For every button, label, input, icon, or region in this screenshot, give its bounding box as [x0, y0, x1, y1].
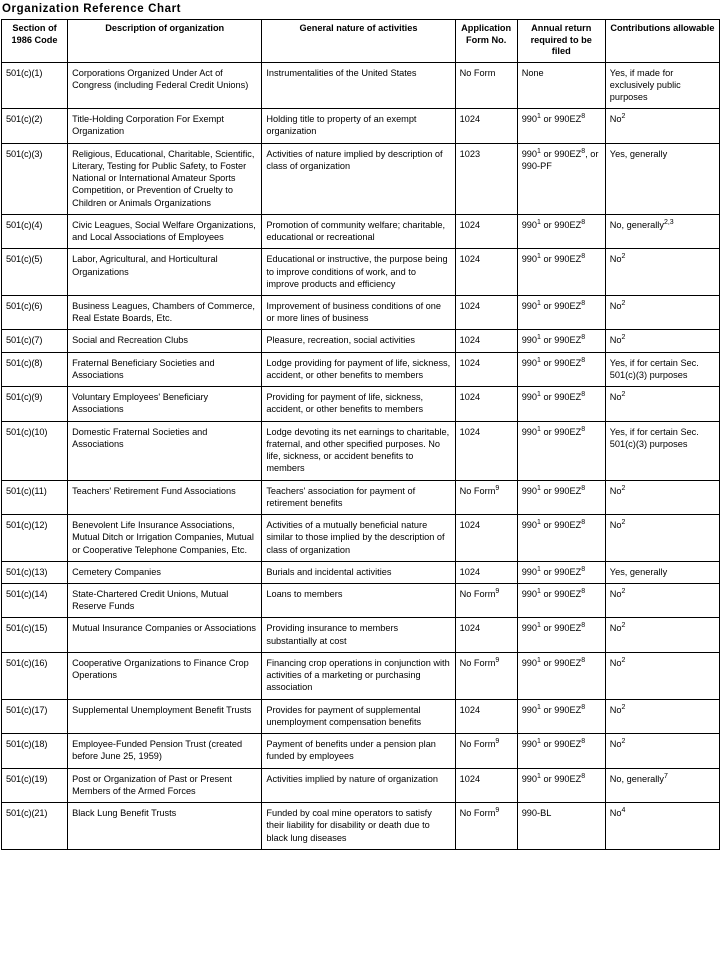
cell-application-form: 1024 — [455, 214, 517, 248]
cell-description: Title-Holding Corporation For Exempt Organization — [68, 109, 262, 143]
cell-application-form: 1024 — [455, 387, 517, 421]
cell-contributions-footnote: 2 — [621, 113, 626, 121]
cell-activities: Lodge providing for payment of life, sickness, accident, or other benefits to members — [262, 352, 455, 386]
table-row — [2, 214, 720, 248]
cell-annual-return-footnote: 1 — [537, 656, 541, 664]
cell-activities: Activities implied by nature of organization — [262, 768, 455, 802]
cell-contributions-footnote: 2 — [621, 738, 626, 746]
cell-contributions-footnote: 2 — [621, 622, 626, 630]
cell-description: Corporations Organized Under Act of Congress (including Federal Credit Unions) — [68, 62, 262, 109]
cell-annual-return: $990^1$ or $990EZ^8$ — [517, 618, 605, 652]
cell-description: Black Lung Benefit Trusts — [68, 803, 262, 850]
cell-activities: Improvement of business conditions of one or more lines of business — [262, 296, 455, 330]
cell-description: Benevolent Life Insurance Associations, Mutual Ditch or Irrigation Companies, Mutual or Cooperative Telephone Companies, Etc. — [68, 515, 262, 562]
cell-section-code: 501(c)(8) — [2, 352, 68, 386]
cell-annual-return-footnote: 1 — [537, 391, 541, 399]
cell-application-form: 1024 — [455, 515, 517, 562]
cell-annual-return-footnote: 1 — [537, 622, 541, 630]
cell-contributions: Yes, if for certain Sec. 501(c)(3) purposes — [605, 421, 719, 480]
cell-annual-return: $990^1$ or $990EZ^8$ — [517, 421, 605, 480]
cell-contributions: No$^2$ — [605, 584, 719, 618]
cell-description: Fraternal Beneficiary Societies and Associations — [68, 352, 262, 386]
table-row — [2, 330, 720, 352]
cell-annual-return: $990^1$ or $990EZ^8$ — [517, 734, 605, 768]
cell-annual-return: $990^1$ or $990EZ^8$ — [517, 768, 605, 802]
table-header — [2, 20, 720, 63]
cell-section-code: 501(c)(13) — [2, 561, 68, 583]
cell-application-form: 1024 — [455, 421, 517, 480]
cell-description: Religious, Educational, Charitable, Scientific, Literary, Testing for Public Safety, to Foster National or International Amateur Sports Competition, or Prevention of Cruelty to Children or Animals Organizations — [68, 143, 262, 214]
cell-contributions-footnote: 2 — [621, 253, 626, 261]
table-row — [2, 421, 720, 480]
cell-annual-return-footnote-2: 8 — [581, 253, 586, 261]
cell-application-form: 1024 — [455, 249, 517, 296]
cell-activities: Lodge devoting its net earnings to charitable, fraternal, and other specified purposes. No life, sickness, or accident benefits to members — [262, 421, 455, 480]
cell-annual-return-footnote-2: 8 — [581, 565, 586, 573]
table-body — [2, 62, 720, 849]
cell-annual-return: $990^1$ or $990EZ^8$ — [517, 352, 605, 386]
table-row — [2, 515, 720, 562]
cell-annual-return-footnote: 1 — [537, 484, 541, 492]
cell-section-code: 501(c)(1) — [2, 62, 68, 109]
cell-application-form: No Form$^9$ — [455, 480, 517, 514]
cell-activities: Holding title to property of an exempt organization — [262, 109, 455, 143]
cell-annual-return-footnote: 1 — [537, 425, 541, 433]
cell-description: Employee-Funded Pension Trust (created before June 25, 1959) — [68, 734, 262, 768]
cell-activities: Teachers' association for payment of retirement benefits — [262, 480, 455, 514]
cell-annual-return: $990^1$ or $990EZ^8$ — [517, 699, 605, 733]
cell-application-form: 1024 — [455, 561, 517, 583]
cell-annual-return: $990^1$ or $990EZ^8$ — [517, 109, 605, 143]
cell-contributions: Yes, if made for exclusively public purposes — [605, 62, 719, 109]
cell-contributions: No$^2$ — [605, 652, 719, 699]
cell-application-form: 1024 — [455, 352, 517, 386]
cell-annual-return: None — [517, 62, 605, 109]
cell-annual-return-footnote-2: 8 — [581, 772, 586, 780]
cell-description: Cemetery Companies — [68, 561, 262, 583]
cell-description: Business Leagues, Chambers of Commerce, Real Estate Boards, Etc. — [68, 296, 262, 330]
cell-application-form-footnote: 9 — [495, 738, 500, 746]
cell-annual-return-footnote-2: 8 — [581, 587, 586, 595]
cell-section-code: 501(c)(19) — [2, 768, 68, 802]
cell-annual-return-footnote: 1 — [537, 147, 541, 155]
cell-application-form: 1024 — [455, 699, 517, 733]
cell-annual-return-footnote-2: 8 — [581, 113, 586, 121]
cell-description: Voluntary Employees' Beneficiary Associations — [68, 387, 262, 421]
cell-contributions: No, generally$^{2,3}$ — [605, 214, 719, 248]
page-title: Organization Reference Chart — [2, 3, 182, 15]
cell-application-form: No Form — [455, 62, 517, 109]
cell-activities: Promotion of community welfare; charitable, educational or recreational — [262, 214, 455, 248]
cell-contributions: No$^2$ — [605, 330, 719, 352]
cell-annual-return-footnote: 1 — [537, 565, 541, 573]
table-row — [2, 480, 720, 514]
cell-section-code: 501(c)(18) — [2, 734, 68, 768]
table-row — [2, 584, 720, 618]
cell-description: Labor, Agricultural, and Horticultural Organizations — [68, 249, 262, 296]
cell-activities: Payment of benefits under a pension plan funded by employees — [262, 734, 455, 768]
cell-application-form: No Form$^9$ — [455, 734, 517, 768]
cell-section-code: 501(c)(15) — [2, 618, 68, 652]
cell-application-form: 1024 — [455, 618, 517, 652]
cell-activities: Providing for payment of life, sickness, accident, or other benefits to members — [262, 387, 455, 421]
cell-annual-return-footnote-2: 8 — [581, 519, 586, 526]
cell-contributions-footnote: 2 — [621, 656, 626, 664]
table-row — [2, 249, 720, 296]
cell-section-code: 501(c)(12) — [2, 515, 68, 562]
cell-annual-return-footnote: 1 — [537, 519, 541, 526]
cell-annual-return-footnote: 1 — [537, 356, 541, 364]
cell-section-code: 501(c)(6) — [2, 296, 68, 330]
cell-annual-return-footnote-2: 8 — [581, 218, 586, 226]
cell-contributions: No$^2$ — [605, 699, 719, 733]
cell-application-form-footnote: 9 — [495, 806, 500, 814]
cell-contributions: No, generally$^7$ — [605, 768, 719, 802]
cell-application-form: 1024 — [455, 330, 517, 352]
cell-activities: Loans to members — [262, 584, 455, 618]
cell-activities: Activities of nature implied by description of class of organization — [262, 143, 455, 214]
cell-annual-return-footnote-2: 8 — [581, 334, 586, 342]
cell-activities: Educational or instructive, the purpose being to improve conditions of work, and to improve products and efficiency — [262, 249, 455, 296]
cell-activities: Funded by coal mine operators to satisfy their liability for disability or death due to black lung diseases — [262, 803, 455, 850]
column-header-application-form: Application Form No. — [455, 20, 517, 63]
cell-annual-return-footnote-2: 8 — [581, 738, 586, 746]
cell-activities: Instrumentalities of the United States — [262, 62, 455, 109]
cell-annual-return-footnote: 1 — [537, 218, 541, 226]
cell-description: Social and Recreation Clubs — [68, 330, 262, 352]
cell-application-form: 1024 — [455, 296, 517, 330]
cell-annual-return: $990^1$ or $990EZ^8$ — [517, 515, 605, 562]
cell-annual-return-footnote-2: 8 — [581, 356, 586, 364]
cell-application-form-footnote: 9 — [495, 656, 500, 664]
table-row — [2, 768, 720, 802]
cell-section-code: 501(c)(21) — [2, 803, 68, 850]
cell-application-form: No Form$^9$ — [455, 584, 517, 618]
cell-contributions: No$^2$ — [605, 249, 719, 296]
cell-contributions-footnote: 2 — [621, 519, 626, 526]
cell-annual-return: 990-BL — [517, 803, 605, 850]
cell-annual-return: $990^1$ or $990EZ^8$ — [517, 480, 605, 514]
cell-contributions: Yes, generally — [605, 561, 719, 583]
cell-annual-return-footnote-2: 8 — [581, 656, 586, 664]
cell-annual-return-footnote-2: 8 — [581, 425, 586, 433]
cell-section-code: 501(c)(3) — [2, 143, 68, 214]
cell-section-code: 501(c)(7) — [2, 330, 68, 352]
cell-activities: Financing crop operations in conjunction with activities of a marketing or purchasing association — [262, 652, 455, 699]
table-row — [2, 734, 720, 768]
cell-application-form: 1024 — [455, 109, 517, 143]
cell-contributions: No$^2$ — [605, 296, 719, 330]
table-row — [2, 296, 720, 330]
column-header-section-code: Section of 1986 Code — [2, 20, 68, 63]
table-row — [2, 109, 720, 143]
cell-application-form: 1024 — [455, 768, 517, 802]
header-row — [2, 20, 720, 63]
cell-section-code: 501(c)(17) — [2, 699, 68, 733]
cell-contributions-footnote: 2 — [621, 334, 626, 342]
cell-annual-return-footnote-2: 8 — [581, 484, 586, 492]
cell-application-form: No Form$^9$ — [455, 803, 517, 850]
cell-contributions-footnote: 4 — [621, 806, 626, 814]
cell-contributions: Yes, generally — [605, 143, 719, 214]
column-header-description: Description of organization — [68, 20, 262, 63]
cell-annual-return-footnote: 1 — [537, 738, 541, 746]
table-row — [2, 803, 720, 850]
cell-annual-return: $990^1$ or $990EZ^8$ — [517, 249, 605, 296]
table-row — [2, 352, 720, 386]
cell-annual-return-footnote: 1 — [537, 703, 541, 711]
cell-annual-return: $990^1$ or $990EZ^8$ — [517, 561, 605, 583]
cell-activities: Burials and incidental activities — [262, 561, 455, 583]
cell-annual-return-footnote-2: 8 — [581, 391, 586, 399]
cell-contributions: No$^2$ — [605, 387, 719, 421]
cell-annual-return-footnote: 1 — [537, 587, 541, 595]
cell-annual-return-footnote-2: 8 — [581, 622, 586, 630]
cell-annual-return-footnote: 1 — [537, 772, 541, 780]
table-row — [2, 618, 720, 652]
table-row — [2, 387, 720, 421]
organization-reference-chart — [1, 19, 720, 850]
column-header-annual-return: Annual return required to be filed — [517, 20, 605, 63]
cell-description: Cooperative Organizations to Finance Crop Operations — [68, 652, 262, 699]
cell-annual-return-footnote: 1 — [537, 299, 541, 307]
cell-contributions: No$^2$ — [605, 515, 719, 562]
cell-annual-return: $990^1$ or $990EZ^8$, or 990-PF — [517, 143, 605, 214]
cell-description: Civic Leagues, Social Welfare Organizations, and Local Associations of Employees — [68, 214, 262, 248]
cell-contributions-footnote: 2,3 — [663, 218, 674, 226]
cell-application-form: 1023 — [455, 143, 517, 214]
cell-description: Post or Organization of Past or Present Members of the Armed Forces — [68, 768, 262, 802]
cell-annual-return: $990^1$ or $990EZ^8$ — [517, 330, 605, 352]
cell-contributions-footnote: 2 — [621, 391, 626, 399]
cell-annual-return-footnote-2: 8 — [581, 299, 586, 307]
cell-contributions-footnote: 2 — [621, 703, 626, 711]
cell-contributions: No$^4$ — [605, 803, 719, 850]
cell-annual-return: $990^1$ or $990EZ^8$ — [517, 214, 605, 248]
cell-contributions-footnote: 7 — [663, 772, 668, 780]
cell-annual-return: $990^1$ or $990EZ^8$ — [517, 652, 605, 699]
cell-description: Mutual Insurance Companies or Associations — [68, 618, 262, 652]
cell-contributions-footnote: 2 — [621, 587, 626, 595]
cell-section-code: 501(c)(14) — [2, 584, 68, 618]
cell-description: State-Chartered Credit Unions, Mutual Reserve Funds — [68, 584, 262, 618]
table-row — [2, 62, 720, 109]
cell-application-form-footnote: 9 — [495, 484, 500, 492]
cell-annual-return-footnote: 1 — [537, 253, 541, 261]
cell-section-code: 501(c)(2) — [2, 109, 68, 143]
cell-activities: Activities of a mutually beneficial nature similar to those implied by the description of class of organization — [262, 515, 455, 562]
cell-activities: Provides for payment of supplemental unemployment compensation benefits — [262, 699, 455, 733]
cell-contributions: Yes, if for certain Sec. 501(c)(3) purposes — [605, 352, 719, 386]
cell-annual-return: $990^1$ or $990EZ^8$ — [517, 296, 605, 330]
cell-description: Domestic Fraternal Societies and Associations — [68, 421, 262, 480]
cell-annual-return: $990^1$ or $990EZ^8$ — [517, 387, 605, 421]
cell-contributions-footnote: 2 — [621, 484, 626, 492]
column-header-activities: General nature of activities — [262, 20, 455, 63]
cell-section-code: 501(c)(4) — [2, 214, 68, 248]
cell-contributions-footnote: 2 — [621, 299, 626, 307]
cell-contributions: No$^2$ — [605, 480, 719, 514]
cell-section-code: 501(c)(11) — [2, 480, 68, 514]
cell-activities: Pleasure, recreation, social activities — [262, 330, 455, 352]
cell-activities: Providing insurance to members substantially at cost — [262, 618, 455, 652]
cell-section-code: 501(c)(16) — [2, 652, 68, 699]
cell-section-code: 501(c)(9) — [2, 387, 68, 421]
cell-application-form: No Form$^9$ — [455, 652, 517, 699]
column-header-contributions: Contributions allowable — [605, 20, 719, 63]
cell-contributions: No$^2$ — [605, 109, 719, 143]
cell-section-code: 501(c)(10) — [2, 421, 68, 480]
table-row — [2, 699, 720, 733]
table-row — [2, 561, 720, 583]
cell-description: Supplemental Unemployment Benefit Trusts — [68, 699, 262, 733]
cell-contributions: No$^2$ — [605, 618, 719, 652]
cell-annual-return-footnote-2: 8 — [581, 147, 586, 155]
cell-description: Teachers' Retirement Fund Associations — [68, 480, 262, 514]
cell-section-code: 501(c)(5) — [2, 249, 68, 296]
cell-annual-return: $990^1$ or $990EZ^8$ — [517, 584, 605, 618]
cell-application-form-footnote: 9 — [495, 587, 500, 595]
table-row — [2, 143, 720, 214]
cell-annual-return-footnote: 1 — [537, 113, 541, 121]
table-row — [2, 652, 720, 699]
cell-annual-return-footnote-2: 8 — [581, 703, 586, 711]
cell-contributions: No$^2$ — [605, 734, 719, 768]
cell-annual-return-footnote: 1 — [537, 334, 541, 342]
